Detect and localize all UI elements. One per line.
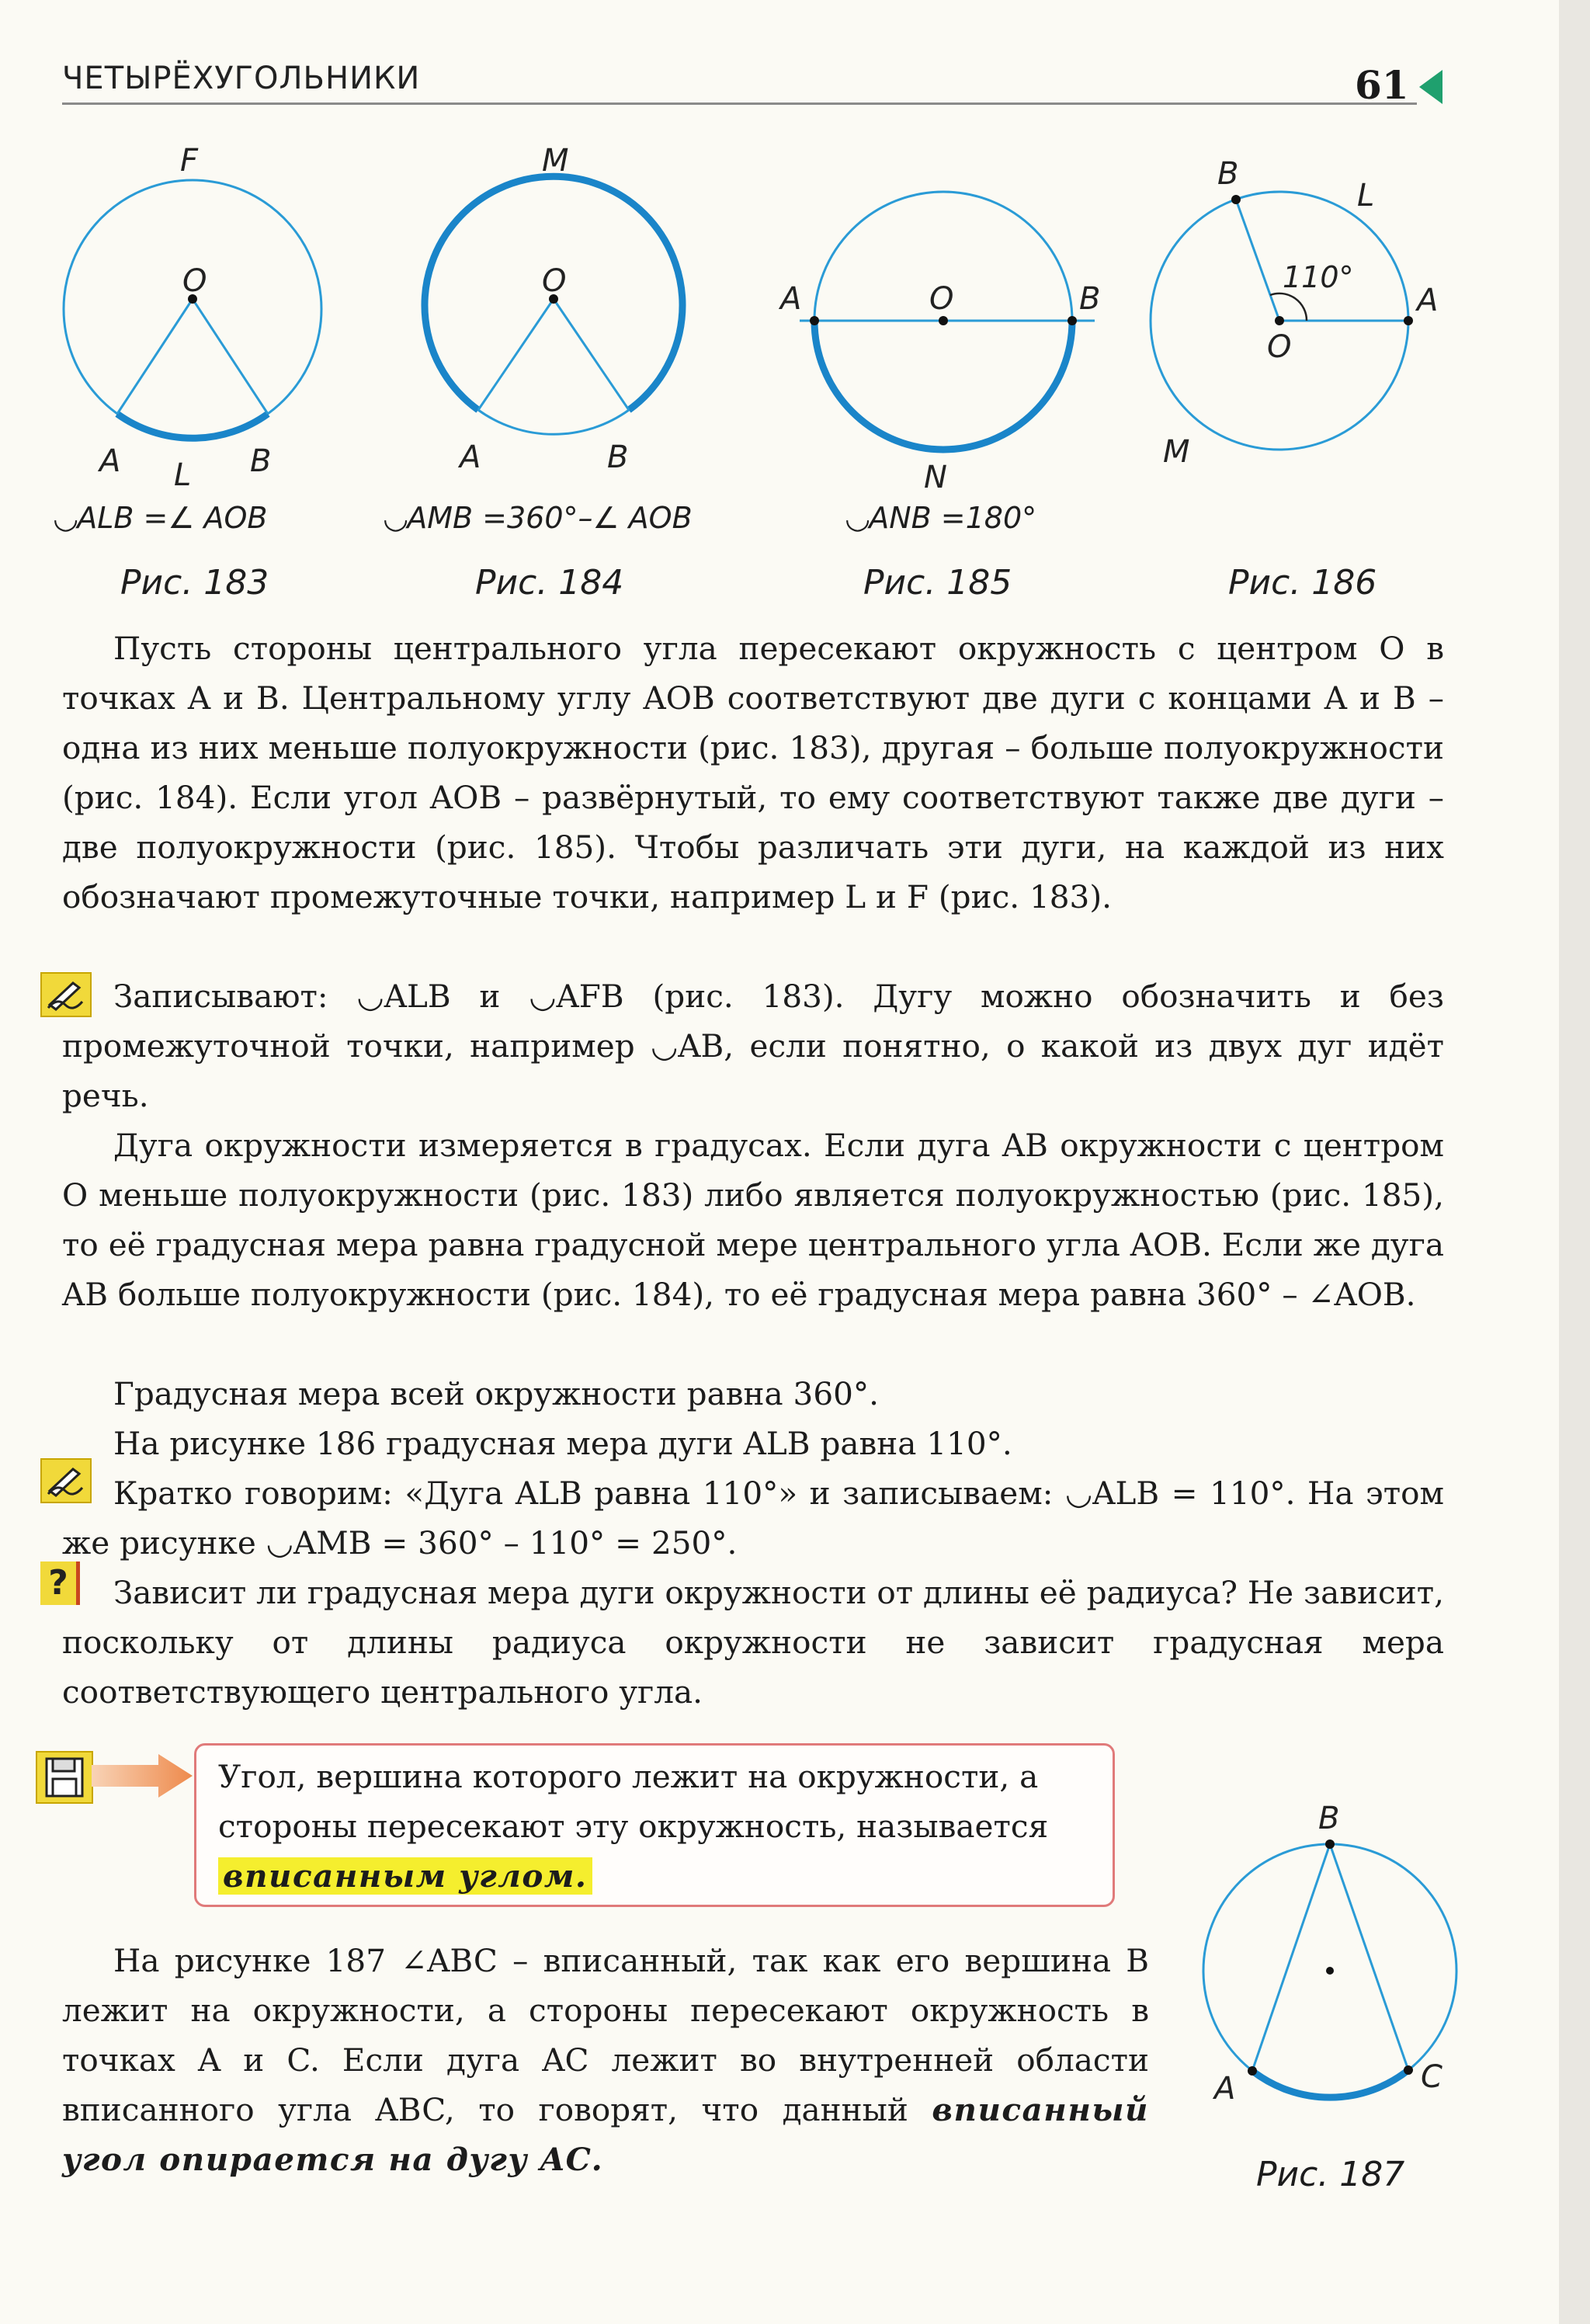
page-number: 61 <box>1355 62 1409 108</box>
fig183-label-b: B <box>250 443 272 479</box>
definition-text <box>218 1752 1113 1901</box>
definition-box <box>194 1743 1115 1907</box>
fig184-formula: ◡AMB =360°–∠ AOB <box>384 501 693 535</box>
fig186-label-l: L <box>1357 178 1375 214</box>
page-marker-icon <box>1419 70 1442 104</box>
fig185-label-b: B <box>1079 281 1101 317</box>
paragraph-1: Пусть стороны центрального угла пересекают окружность с центром O в точках A и B. Центральному углу AOB соответствуют две дуги с концами A и B – одна из них меньше полуокружности (рис. 183), другая – больше полуокружности (рис. 184). Если угол AOB – развёрнутый, то ему соответствуют также две дуги – две полуокружности (рис. 185). Чтобы различать эти дуги, на каждой из них обозначают промежуточные точки, например L и F (рис. 183). <box>62 630 1444 915</box>
figure-183 <box>47 132 357 500</box>
figure-187 <box>1188 1794 1467 2154</box>
fig186-label-m: M <box>1163 434 1190 470</box>
fig186-label-o: O <box>1267 329 1292 365</box>
fig187-label-c: C <box>1421 2059 1442 2095</box>
fig184-label-b: B <box>607 439 629 475</box>
paragraph-8-plain: На рисунке 187 ∠ABC – вписанный, так как его вершина B лежит на окружности, а стороны пересекают окружность в точках A и C. Если дуга AC лежит во внутренней области вписанного угла ABC, то говорят, что данный <box>62 1942 1149 2128</box>
fig183-label-l: L <box>174 457 192 493</box>
fig186-label-angle: 110° <box>1283 260 1354 294</box>
question-icon: ? <box>40 1561 80 1605</box>
fig183-label-o: O <box>182 263 207 299</box>
fig185-caption: Рис. 185 <box>863 563 1012 603</box>
paragraph-5: На рисунке 186 градусная мера дуги ALB равна 110°. <box>113 1425 1012 1462</box>
fig183-label-f: F <box>180 143 199 179</box>
figure-185 <box>776 132 1118 500</box>
paragraph-7: Зависит ли градусная мера дуги окружности от длины её радиуса? Не зависит, поскольку от длины радиуса окружности не зависит градусная мера соответствующего центрального угла. <box>62 1574 1444 1711</box>
floppy-disk-icon <box>36 1751 93 1804</box>
fig185-formula: ◡ANB =180° <box>846 501 1037 535</box>
fig184-label-a: A <box>460 439 481 475</box>
fig183-label-a: A <box>99 443 121 479</box>
paragraph-6: Кратко говорим: «Дуга ALB равна 110°» и записываем: ◡ALB = 110°. На этом же рисунке ◡AMB = 360° – 110° = 250°. <box>62 1475 1444 1561</box>
figure-184 <box>404 132 714 500</box>
definition-term: вписанным углом. <box>218 1857 592 1895</box>
fig185-label-o: O <box>929 281 954 317</box>
fig184-caption: Рис. 184 <box>475 563 624 603</box>
paragraph-3: Дуга окружности измеряется в градусах. Если дуга AB окружности с центром O меньше полуокружности (рис. 183) либо является полуокружностью (рис. 185), то её градусная мера равна градусной мере центрального угла AOB. Если же дуга AB больше полуокружности (рис. 184), то её градусная мера равна 360° – ∠AOB. <box>62 1127 1444 1313</box>
paragraph-4: Градусная мера всей окружности равна 360°. <box>113 1375 879 1412</box>
paragraph-8-term: вписанный угол опирается на дугу AC. <box>62 2091 1150 2178</box>
arrow-right-icon <box>92 1751 194 1804</box>
definition-plain: Угол, вершина которого лежит на окружности, а стороны пересекают эту окружность, называется <box>218 1758 1049 1845</box>
fig185-label-a: A <box>780 281 802 317</box>
fig187-label-b: B <box>1318 1801 1340 1836</box>
fig186-label-a: A <box>1417 283 1439 318</box>
figure-186 <box>1141 132 1467 500</box>
fig183-caption: Рис. 183 <box>120 563 269 603</box>
fig187-caption: Рис. 187 <box>1256 2155 1405 2194</box>
fig187-label-a: A <box>1214 2071 1236 2107</box>
chapter-title: ЧЕТЫРЁХУГОЛЬНИКИ <box>62 61 421 96</box>
fig184-label-o: O <box>542 263 567 299</box>
paragraph-8 <box>62 1936 1149 2184</box>
paragraph-2: Записывают: ◡ALB и ◡AFB (рис. 183). Дугу можно обозначить и без промежуточной точки, например ◡AB, если понятно, о какой из двух дуг идёт речь. <box>62 978 1444 1114</box>
fig185-label-n: N <box>924 460 947 495</box>
fig184-label-m: M <box>542 143 569 179</box>
fig186-caption: Рис. 186 <box>1228 563 1377 603</box>
header-rule <box>62 102 1417 105</box>
fig186-label-b: B <box>1217 156 1239 192</box>
fig183-formula: ◡ALB =∠ AOB <box>54 501 268 535</box>
page-edge <box>1559 0 1590 2324</box>
